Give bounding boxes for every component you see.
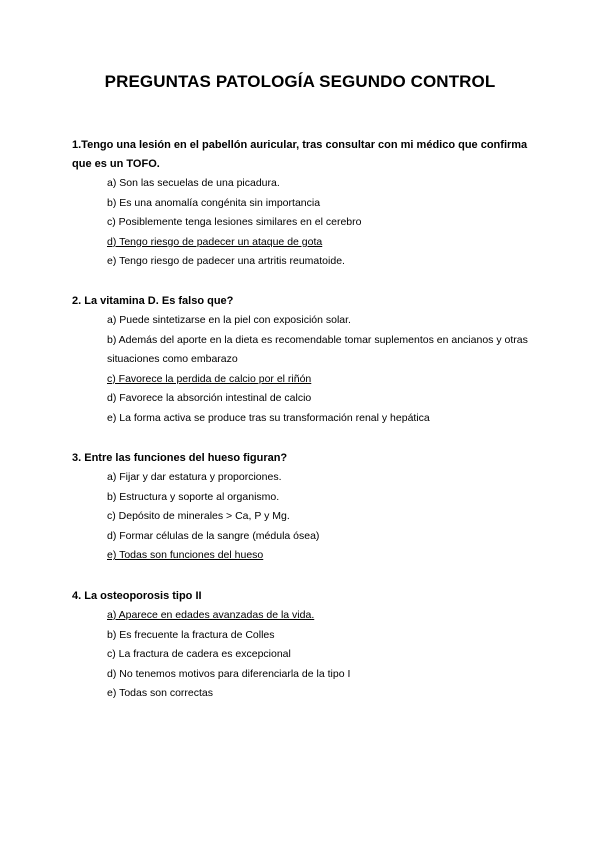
- option-4a-correct-answer: a) Aparece en edades avanzadas de la vida.: [107, 609, 315, 621]
- option-1e: e) Tengo riesgo de padecer una artritis reumatoide.: [107, 255, 345, 268]
- question-1-options: [72, 174, 542, 272]
- question-3: [72, 449, 542, 566]
- option-2c-correct-answer: c) Favorece la perdida de calcio por el riñón: [107, 372, 312, 385]
- option-3e-correct-answer: e) Todas son funciones del hueso: [107, 549, 264, 562]
- question-4: [72, 587, 542, 704]
- question-4-options: [72, 606, 542, 704]
- option-3a: a) Fijar y dar estatura y proporciones.: [107, 471, 282, 483]
- option-1c: c) Posiblemente tenga lesiones similares en el cerebro: [107, 216, 362, 229]
- option-2d: d) Favorece la absorción intestinal de calcio: [107, 392, 312, 405]
- question-3-text: 3. Entre las funciones del hueso figuran?: [72, 452, 288, 464]
- option-4d: d) No tenemos motivos para diferenciarla de la tipo I: [107, 667, 351, 680]
- question-1: [72, 136, 542, 272]
- question-1-text: 1.Tengo una lesión en el pabellón auricular, tras consultar con mi médico que confirma que es un TOFO.: [72, 139, 528, 170]
- question-3-options: [72, 468, 542, 566]
- option-1a: a) Son las secuelas de una picadura.: [107, 177, 280, 189]
- question-2-text: 2. La vitamina D. Es falso que?: [72, 295, 234, 307]
- option-1d-correct-answer: d) Tengo riesgo de padecer un ataque de gota: [107, 235, 323, 248]
- option-3c: c) Depósito de minerales > Ca, P y Mg.: [107, 510, 290, 523]
- question-2-options: [72, 311, 542, 429]
- option-2e: e) La forma activa se produce tras su transformación renal y hepática: [107, 411, 430, 424]
- option-3d: d) Formar células de la sangre (médula ósea): [107, 529, 320, 542]
- option-2b: b) Además del aporte en la dieta es recomendable tomar suplementos en ancianos y otras situaciones como embarazo: [107, 333, 528, 366]
- option-1b: b) Es una anomalía congénita sin importancia: [107, 196, 321, 209]
- question-2: [72, 292, 542, 429]
- question-4-text: 4. La osteoporosis tipo II: [72, 590, 202, 602]
- option-4c: c) La fractura de cadera es excepcional: [107, 648, 291, 661]
- page-title: PREGUNTAS PATOLOGÍA SEGUNDO CONTROL: [104, 72, 496, 91]
- option-3b: b) Estructura y soporte al organismo.: [107, 490, 280, 503]
- option-4b: b) Es frecuente la fractura de Colles: [107, 628, 275, 641]
- option-2a: a) Puede sintetizarse en la piel con exposición solar.: [107, 314, 351, 326]
- option-4e: e) Todas son correctas: [107, 687, 214, 700]
